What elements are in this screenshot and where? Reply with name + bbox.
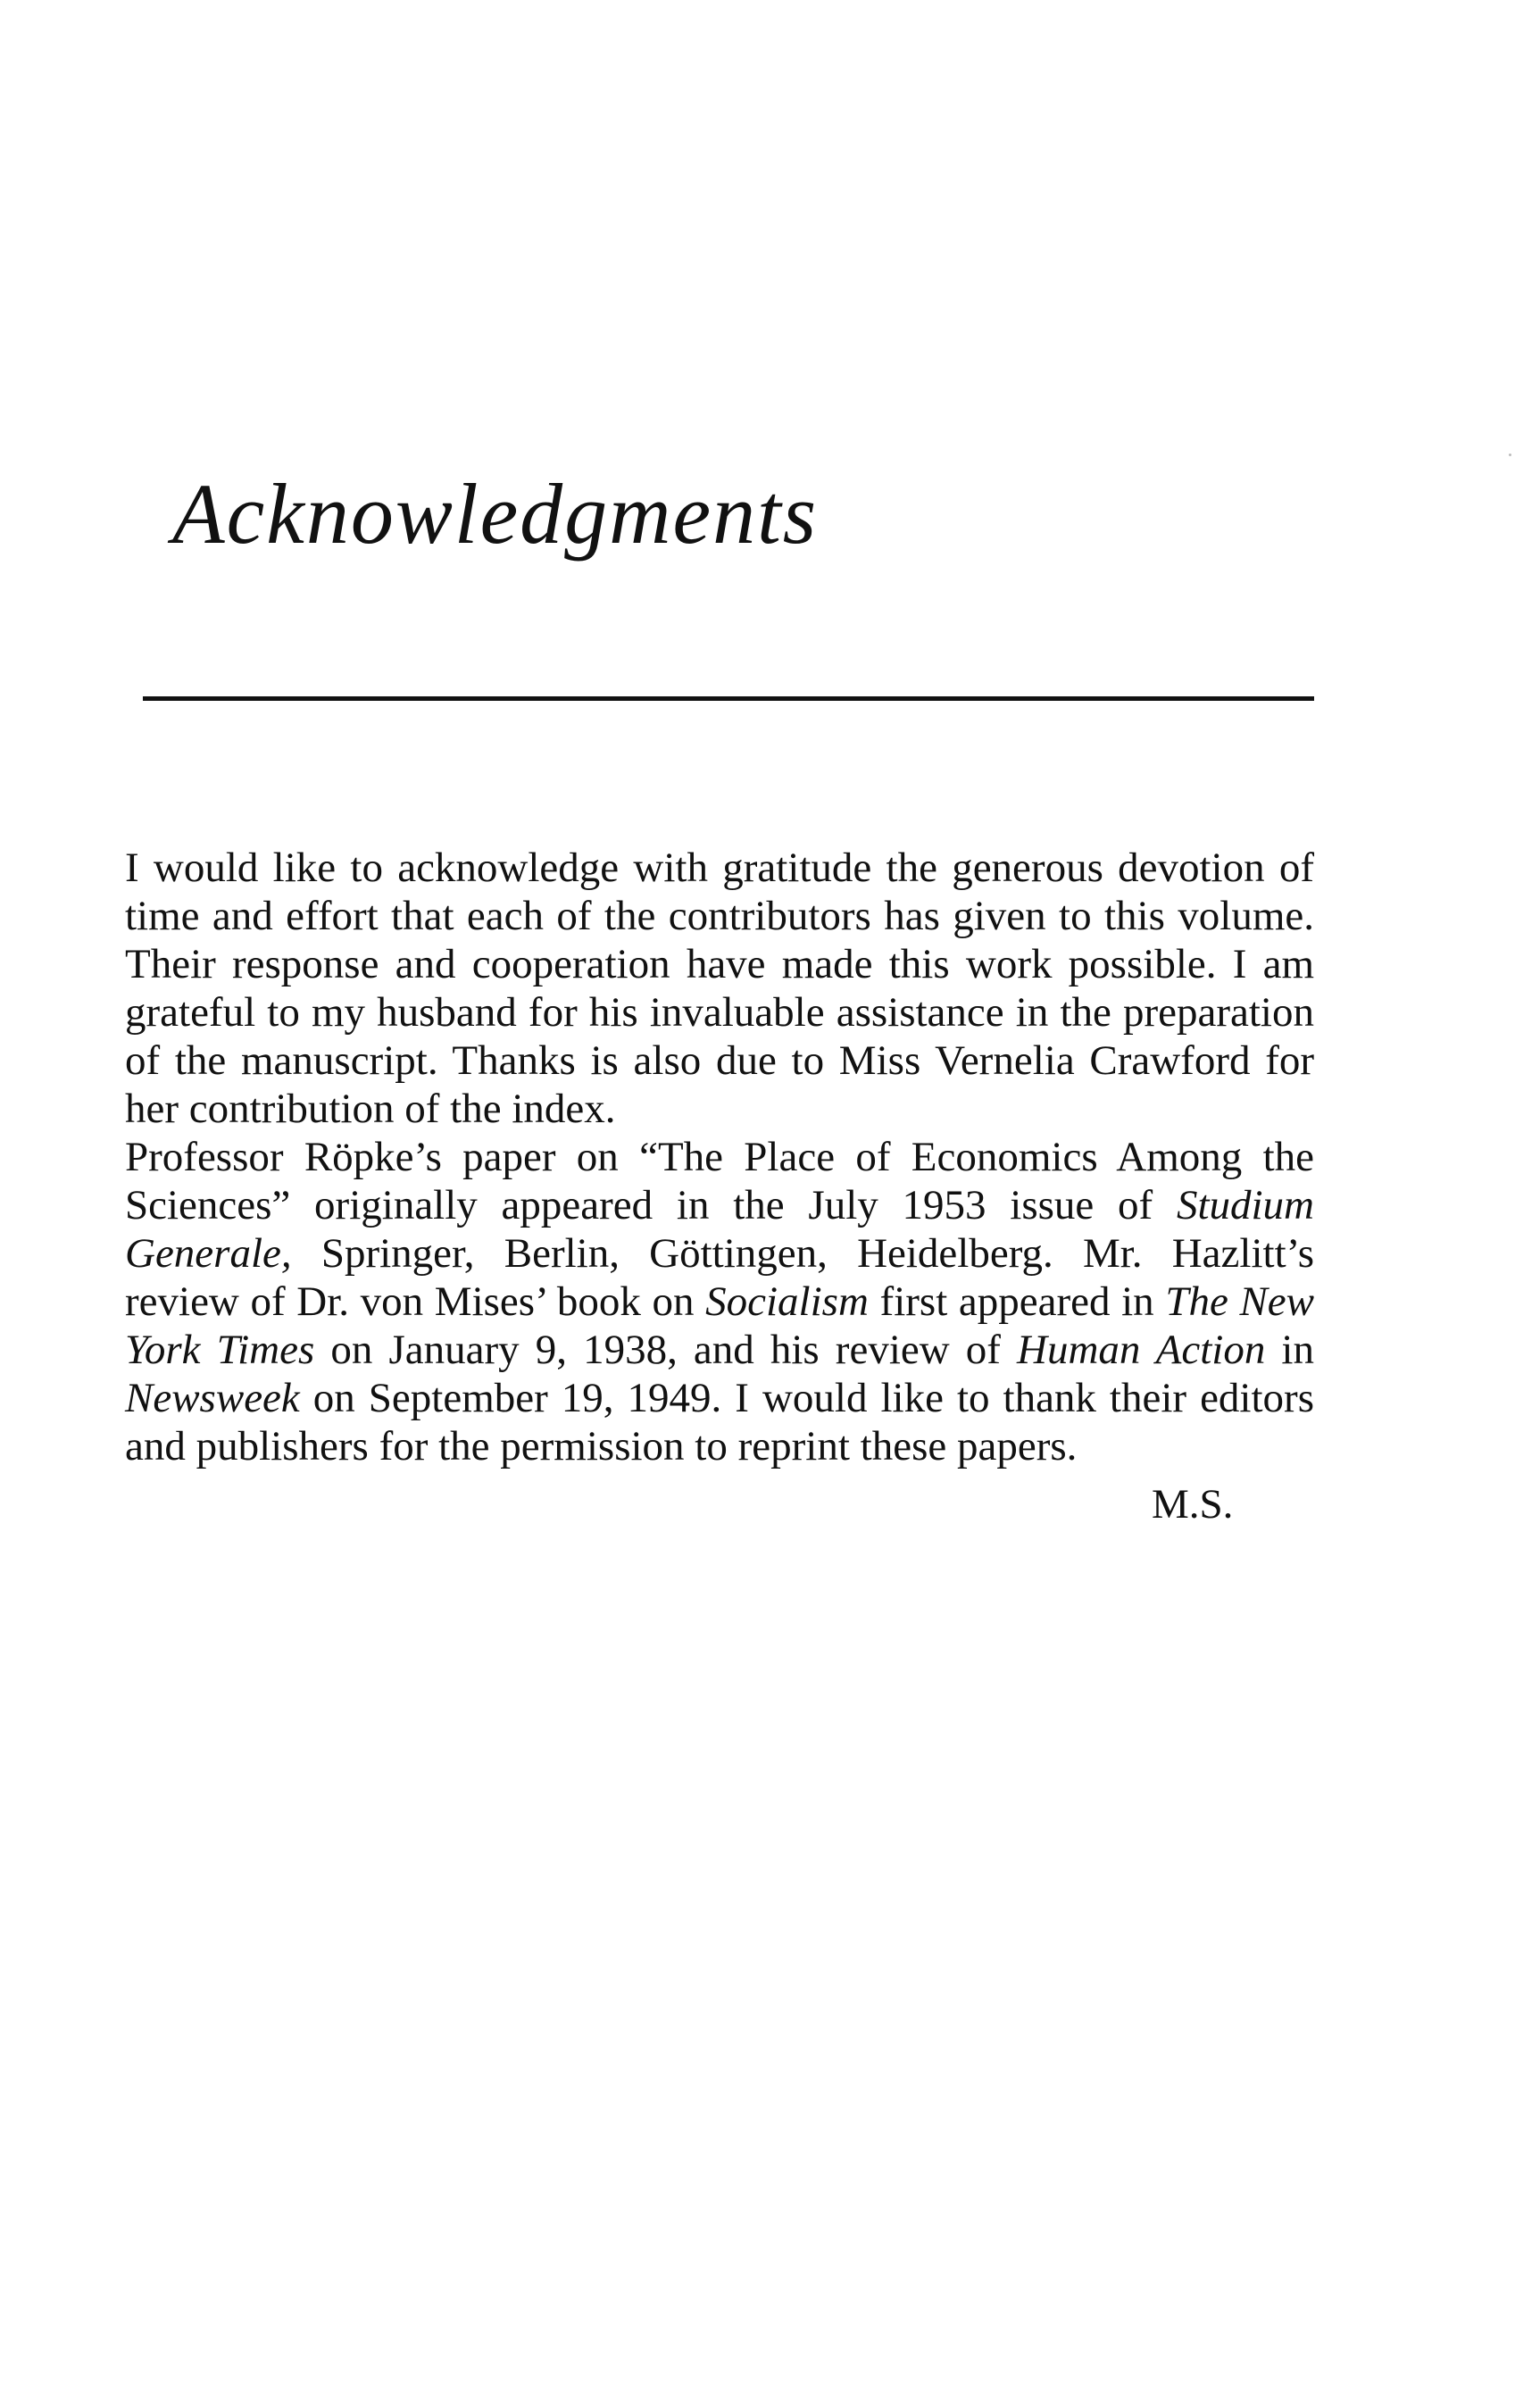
scan-speck: [1509, 454, 1511, 456]
text-run: Professor Röpke’s paper on “The Place of Economics Among the Sciences” originally appeared in the July 1953 issue of: [125, 1134, 1314, 1228]
italic-title-human-action: Human Action: [1017, 1327, 1266, 1373]
page-title: Acknowledgments: [172, 466, 819, 562]
text-run: on January 9, 1938, and his review of: [314, 1327, 1018, 1373]
italic-title-studium-generale: Studium Generale,: [125, 1182, 1314, 1277]
signature-initials: M.S.: [1152, 1481, 1234, 1528]
italic-title-socialism: Socialism: [705, 1278, 869, 1325]
text-run: in: [1265, 1327, 1314, 1373]
italic-title-newsweek: Newsweek: [125, 1375, 300, 1421]
title-rule: [143, 696, 1314, 701]
text-run: Springer, Berlin, Göttingen, Heidelberg. Mr. Hazlitt’s review of Dr. von Mises’ book on: [125, 1230, 1314, 1325]
italic-title-new-york-times: The New York Times: [125, 1278, 1314, 1373]
acknowledgment-body: [125, 844, 1314, 1470]
text-run: first appeared in: [868, 1278, 1166, 1325]
paragraph-reprint-credits: [125, 1133, 1314, 1470]
paragraph-gratitude: I would like to acknowledge with gratitude the generous devotion of time and effort that each of the contributors has given to this volume. Their response and cooperation have made this work possible. I am grateful to my husband for his invaluable assistance in the preparation of the manuscript. Thanks is also due to Miss Vernelia Crawford for her contribution of the index.: [125, 845, 1314, 1132]
text-run: on September 19, 1949. I would like to thank their editors and publishers for the permission to reprint these papers.: [125, 1375, 1314, 1469]
